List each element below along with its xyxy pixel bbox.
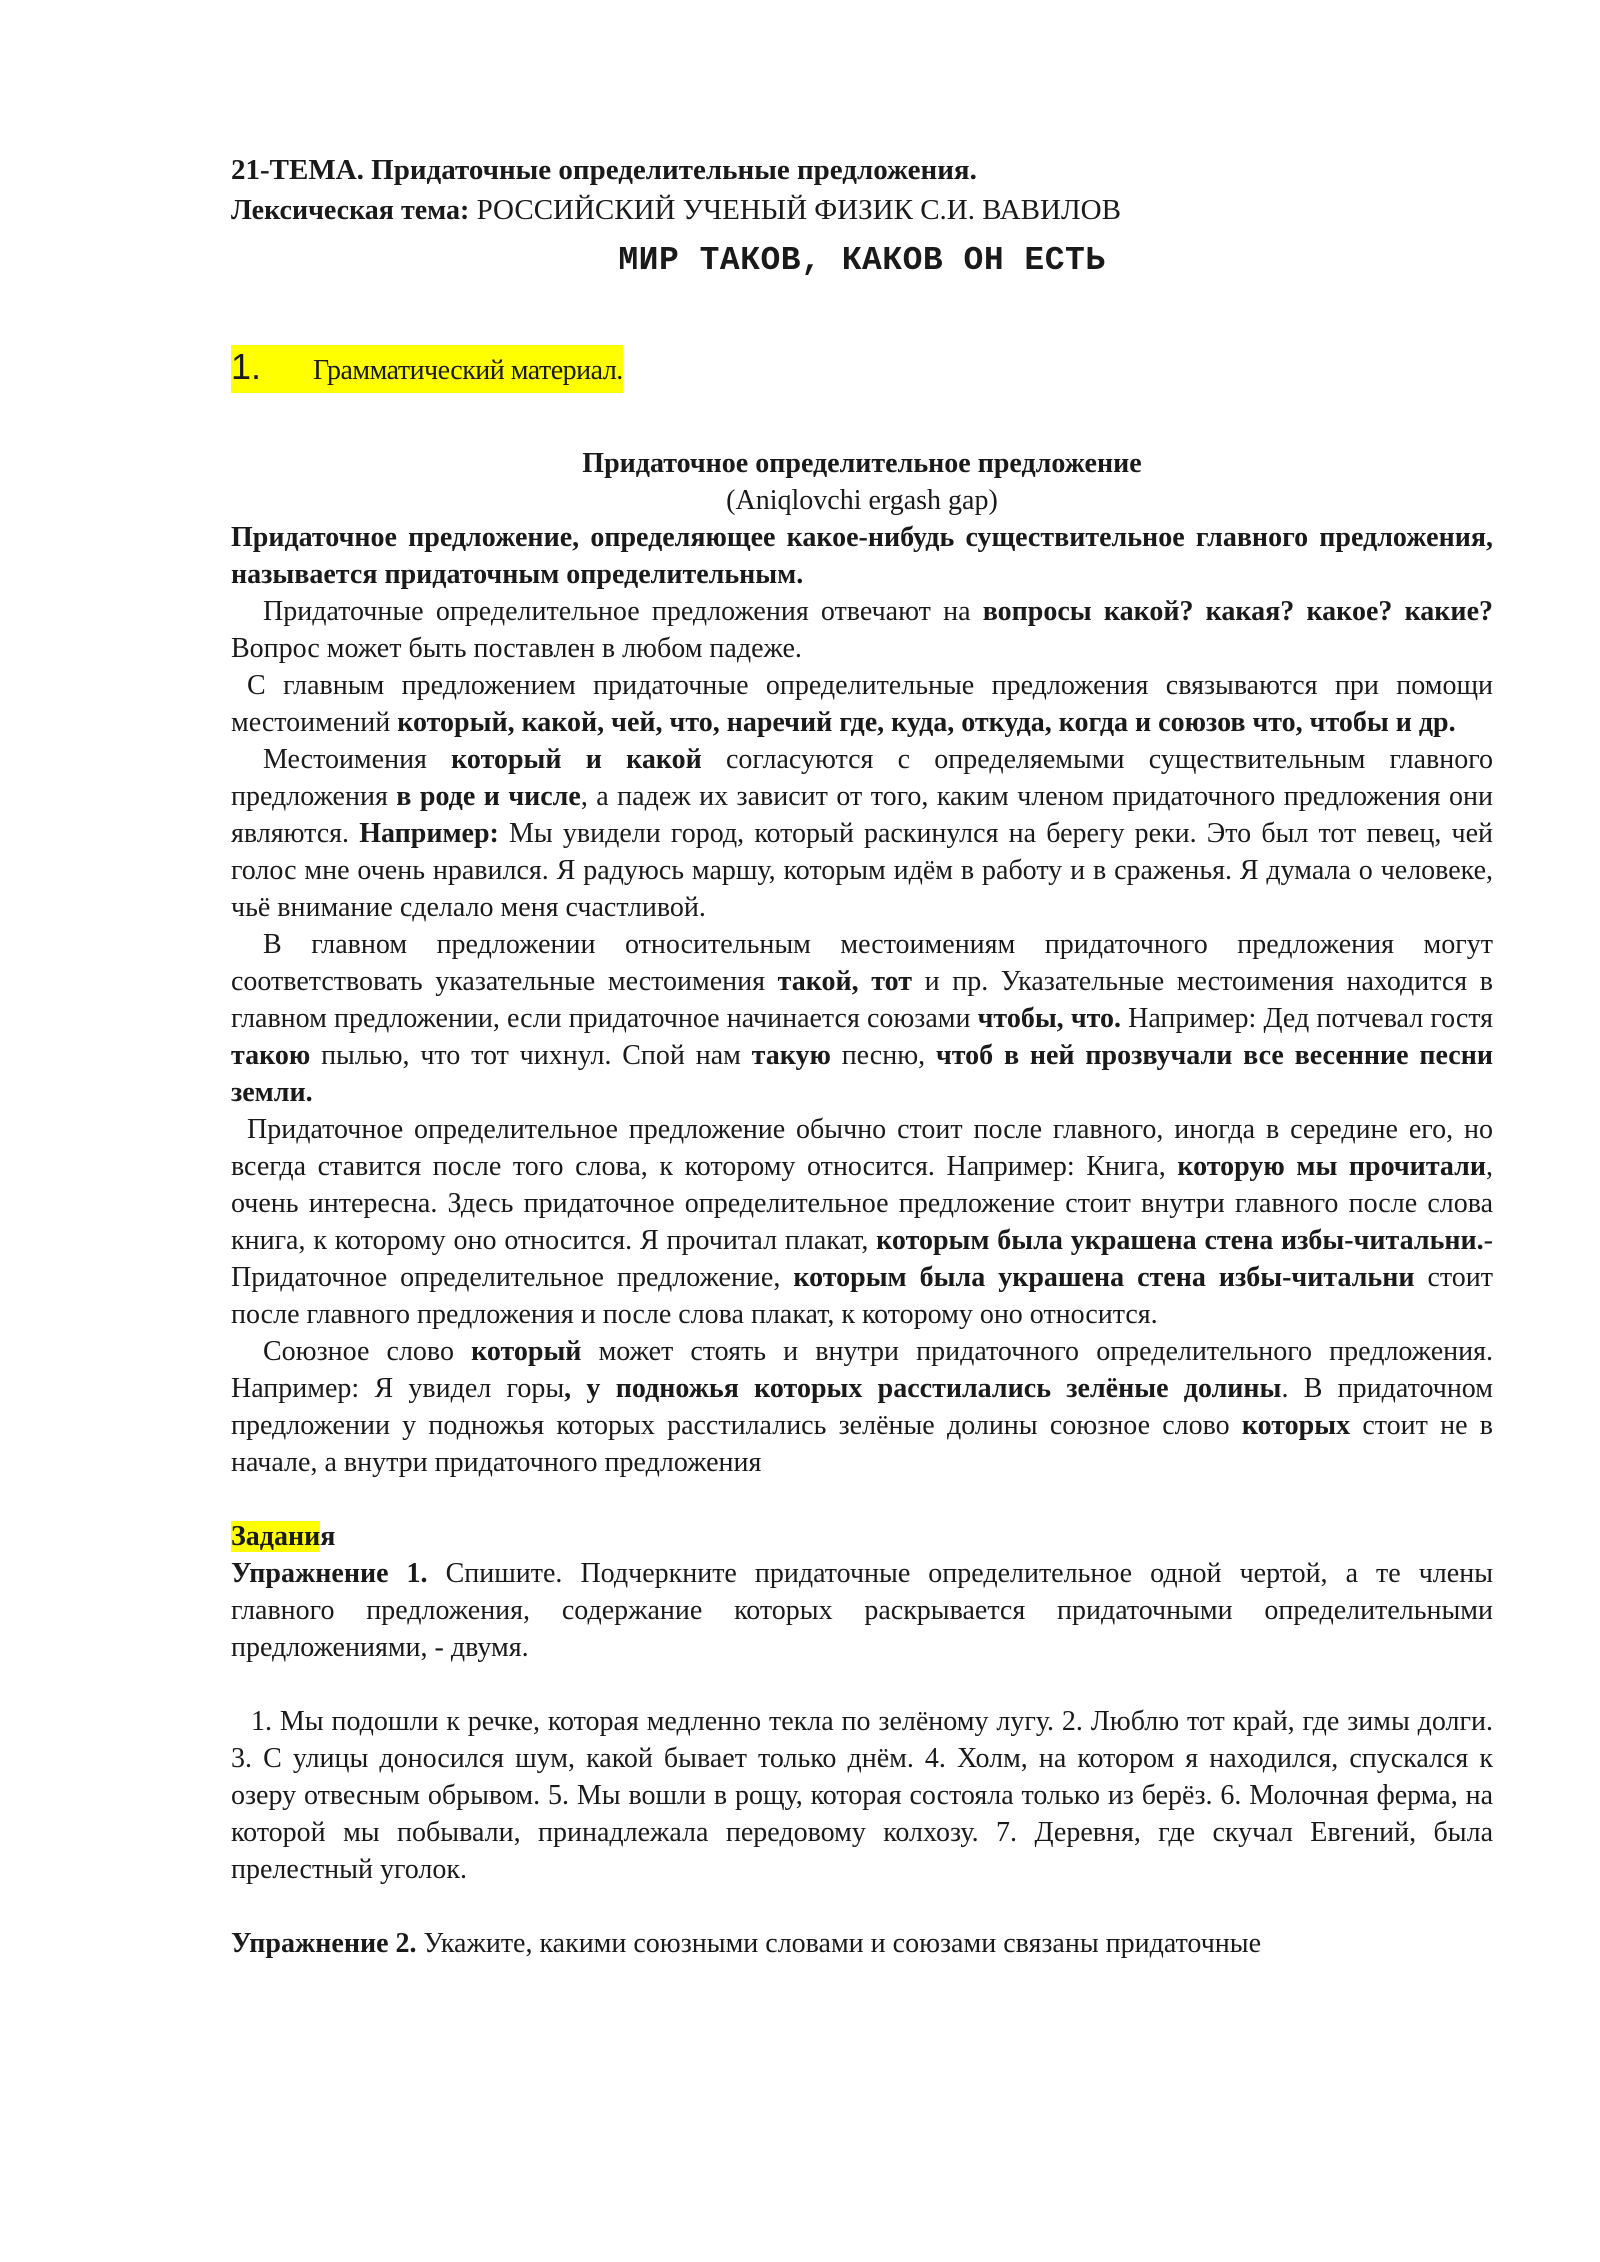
- text-run: . В придаточном предложении у подножья которых расстилались зелёные долины союзное слово: [231, 1373, 1493, 1441]
- topic-line: [231, 150, 1493, 190]
- definition-paragraph: Придаточное предложение, определяющее какое-нибудь существительное главного предложения, называется придаточным определительным.: [231, 522, 1493, 590]
- grammar-title: Придаточное определительное предложение: [582, 448, 1142, 479]
- section-number: 1.: [231, 346, 262, 387]
- exercise-2-label: Упражнение 2.: [231, 1928, 417, 1959]
- tasks-heading: [231, 1518, 1493, 1555]
- bold-run: которым была украшена стена избы-читальни: [793, 1262, 1415, 1293]
- bold-run: чтобы, что.: [977, 1003, 1121, 1034]
- topic-text: 21-ТЕМА. Придаточные определительные предложения.: [231, 154, 977, 186]
- section-label: Грамматический материал.: [313, 355, 623, 386]
- text-run: согласуются с определяемыми существительным главного предложения: [231, 744, 1493, 812]
- grammar-subtitle: (Aniqlovchi ergash gap): [726, 485, 998, 516]
- text-run: Придаточные определительное предложения отвечают на: [263, 596, 983, 627]
- text-run: В главном предложении относительным местоимениям придаточного предложения могут соответствовать указательные местоимения: [231, 929, 1493, 997]
- text-run: , а падеж их зависит от того, каким членом придаточного предложения они являются.: [231, 781, 1493, 849]
- text-run: Союзное слово: [263, 1336, 472, 1367]
- text-run: , очень интересна. Здесь придаточное определительное предложение стоит внутри главного после слова книга, к которому оно относится. Я прочитал плакат,: [231, 1151, 1493, 1256]
- text-run: песню,: [830, 1040, 936, 1071]
- bold-run: такою: [231, 1040, 311, 1071]
- paragraph-conjunctive-word: [231, 1333, 1493, 1481]
- spacer: [231, 1888, 1493, 1925]
- bold-run: который и какой: [451, 744, 702, 775]
- text-run: стоит после главного предложения и после слова плакат, к которому оно относится.: [231, 1262, 1494, 1330]
- document-page: [231, 150, 1493, 1962]
- bold-run: Например:: [359, 818, 499, 849]
- exercise-1-instructions: [231, 1555, 1493, 1666]
- bold-run: который, какой, чей, что, наречий где, куда, откуда, когда и союзов что, чтобы и др.: [397, 707, 1456, 738]
- text-run: - Придаточное определительное предложение,: [231, 1225, 1493, 1293]
- paragraph-connectors: [231, 667, 1493, 741]
- paragraph-questions: [231, 593, 1493, 667]
- tasks-heading-rest: я: [320, 1521, 336, 1552]
- lexical-topic-line: [231, 190, 1493, 231]
- text-run: Придаточное определительное предложение обычно стоит после главного, иногда в середине его, но всегда ставится после того слова, к которому относится. Например: Книга,: [231, 1114, 1493, 1182]
- paragraph-agreement: [231, 741, 1493, 926]
- text-run: С главным предложением придаточные определительные предложения связываются при помощи местоимений: [231, 670, 1493, 738]
- bold-run: который: [471, 1336, 582, 1367]
- exercise-1-text: Спишите. Подчеркните придаточные определительное одной чертой, а те члены главного предложения, содержание которых раскрывается придаточными определительными предложениями, - двумя.: [231, 1558, 1494, 1663]
- bold-run: которых: [1241, 1410, 1351, 1441]
- bold-run: вопросы какой? какая? какое? какие?: [982, 596, 1493, 627]
- tasks-heading-highlight: Задани: [231, 1521, 321, 1552]
- bold-run: такой, тот: [777, 966, 912, 997]
- text-run: пылью, что тот чихнул. Спой нам: [310, 1040, 752, 1071]
- exercise-2-instructions: [231, 1925, 1493, 1962]
- text-run: может стоять и внутри придаточного определительного предложения. Например: Я увидел горы: [231, 1336, 1493, 1404]
- bold-run: такую: [751, 1040, 831, 1071]
- text-run: Например: Дед потчевал гостя: [1121, 1003, 1493, 1034]
- bold-run: , у подножья которых расстилались зелёные долины: [564, 1373, 1282, 1404]
- text-run: стоит не в начале, а внутри придаточного предложения: [231, 1410, 1493, 1478]
- text-run: и пр. Указательные местоимения находится в главном предложении, если придаточное начинается союзами: [231, 966, 1494, 1034]
- main-title: МИР ТАКОВ, КАКОВ ОН ЕСТЬ: [618, 242, 1106, 279]
- exercise-1-label: Упражнение 1.: [231, 1558, 428, 1589]
- text-run: Вопрос может быть поставлен в любом падеже.: [231, 633, 802, 664]
- paragraph-position: [231, 1111, 1493, 1333]
- bold-run: в роде и числе: [396, 781, 581, 812]
- lexical-topic: РОССИЙСКИЙ УЧЕНЫЙ ФИЗИК С.И. ВАВИЛОВ: [469, 194, 1121, 226]
- section-heading: [231, 345, 623, 393]
- spacer: [231, 1666, 1493, 1703]
- bold-run: которым была украшена стена избы-читальни.: [876, 1225, 1484, 1256]
- bold-run: которую мы прочитали: [1177, 1151, 1486, 1182]
- paragraph-demonstratives: [231, 926, 1493, 1111]
- exercise-1-items: 1. Мы подошли к речке, которая медленно текла по зелёному лугу. 2. Люблю тот край, где зимы долги. 3. С улицы доносился шум, какой бывает только днём. 4. Холм, на котором я находился, спускался к озеру отвесным обрывом. 5. Мы вошли в рощу, которая состояла только из берёз. 6. Молочная ферма, на которой мы побывали, принадлежала передовому колхозу. 7. Деревня, где скучал Евгений, была прелестный уголок.: [231, 1706, 1493, 1885]
- exercise-2-text: Укажите, какими союзными словами и союзами связаны придаточные: [416, 1928, 1261, 1959]
- lexical-lead: Лексическая тема:: [231, 195, 470, 226]
- text-run: Мы увидели город, который раскинулся на берегу реки. Это был тот певец, чей голос мне очень нравился. Я радуюсь маршу, которым идём в работу и в сраженья. Я думала о человеке, чьё внимание сделало меня счастливой.: [231, 818, 1493, 923]
- bold-run: чтоб в ней прозвучали все весенние песни земли.: [231, 1040, 1493, 1108]
- text-run: Местоимения: [263, 744, 452, 775]
